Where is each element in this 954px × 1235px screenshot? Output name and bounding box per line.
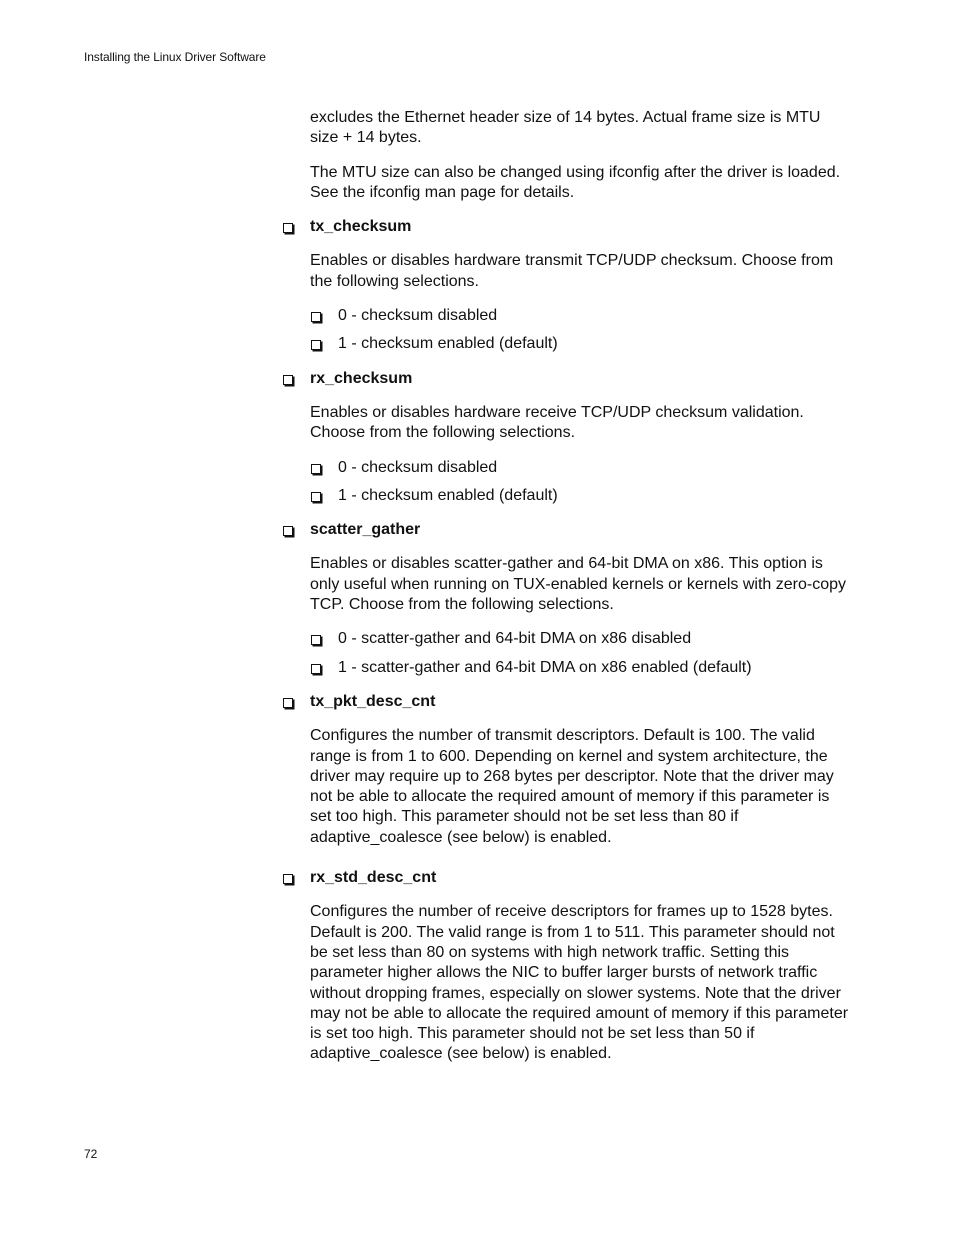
list-item: 0 - checksum disabled xyxy=(310,306,850,326)
checkbox-bullet-icon xyxy=(311,312,321,322)
parameter-title: tx_pkt_desc_cnt xyxy=(310,692,436,710)
parameter-description: Enables or disables scatter-gather and 64-bit DMA on x86. This option is only useful when running on TUX-enabled kernels or kernels with zero-copy TCP. Choose from the following selections. xyxy=(310,555,846,614)
parameter-title: tx_checksum xyxy=(310,218,412,236)
list-item: 0 - scatter-gather and 64-bit DMA on x86 disabled xyxy=(310,629,850,649)
list-item: 1 - checksum enabled (default) xyxy=(310,486,850,506)
checkbox-bullet-icon xyxy=(283,526,293,536)
parameter-description: Configures the number of receive descriptors for frames up to 1528 bytes. Default is 200. The valid range is from 1 to 511. This parameter should not be set less than 80 on systems with high network traffic. Setting this parameter higher allows the NIC to buffer larger bursts of network traffic without dropping frames, especially on slower systems. Note that the driver may not be able to allocate the required amount of memory if this parameter is set too high. This parameter should not be set less than 50 if adaptive_coalesce (see below) is enabled. xyxy=(310,903,849,1063)
list-item: 0 - checksum disabled xyxy=(310,458,850,478)
checkbox-bullet-icon xyxy=(283,223,293,233)
checkbox-bullet-icon xyxy=(311,464,321,474)
running-header: Installing the Linux Driver Software xyxy=(84,50,266,64)
parameter-description: Configures the number of transmit descriptors. Default is 100. The valid range is from 1 to 600. Depending on kernel and system architecture, the driver may require up to 268 bytes per descriptor. Note that the driver may not be able to allocate the required amount of memory if this parameter is set too high. This parameter should not be set less than 80 if adaptive_coalesce (see below) is enabled. xyxy=(310,727,834,846)
parameter-scatter-gather xyxy=(310,520,850,678)
page-number: 72 xyxy=(84,1147,98,1161)
checkbox-bullet-icon xyxy=(283,698,293,708)
parameter-title: rx_std_desc_cnt xyxy=(310,869,437,887)
parameter-tx-pkt-desc-cnt xyxy=(310,692,850,848)
list-item: 1 - checksum enabled (default) xyxy=(310,334,850,354)
main-content xyxy=(310,108,850,1079)
intro-paragraph-2: The MTU size can also be changed using ifconfig after the driver is loaded. See the ifconfig man page for details. xyxy=(310,163,841,201)
parameter-tx-checksum xyxy=(310,217,850,354)
parameter-title: scatter_gather xyxy=(310,521,421,539)
checkbox-bullet-icon xyxy=(311,340,321,350)
option-list xyxy=(310,458,850,507)
parameter-title: rx_checksum xyxy=(310,369,413,387)
option-list xyxy=(310,629,850,678)
parameter-rx-checksum xyxy=(310,369,850,506)
parameter-rx-std-desc-cnt xyxy=(310,868,850,1065)
list-item: 1 - scatter-gather and 64-bit DMA on x86 enabled (default) xyxy=(310,658,850,678)
checkbox-bullet-icon xyxy=(311,635,321,645)
parameter-description: Enables or disables hardware transmit TCP/UDP checksum. Choose from the following selections. xyxy=(310,252,834,290)
checkbox-bullet-icon xyxy=(283,874,293,884)
checkbox-bullet-icon xyxy=(311,664,321,674)
checkbox-bullet-icon xyxy=(311,492,321,502)
intro-paragraph-1: excludes the Ethernet header size of 14 bytes. Actual frame size is MTU size + 14 bytes. xyxy=(310,109,821,147)
option-list xyxy=(310,306,850,355)
parameter-description: Enables or disables hardware receive TCP/UDP checksum validation. Choose from the following selections. xyxy=(310,403,804,442)
checkbox-bullet-icon xyxy=(283,375,293,385)
